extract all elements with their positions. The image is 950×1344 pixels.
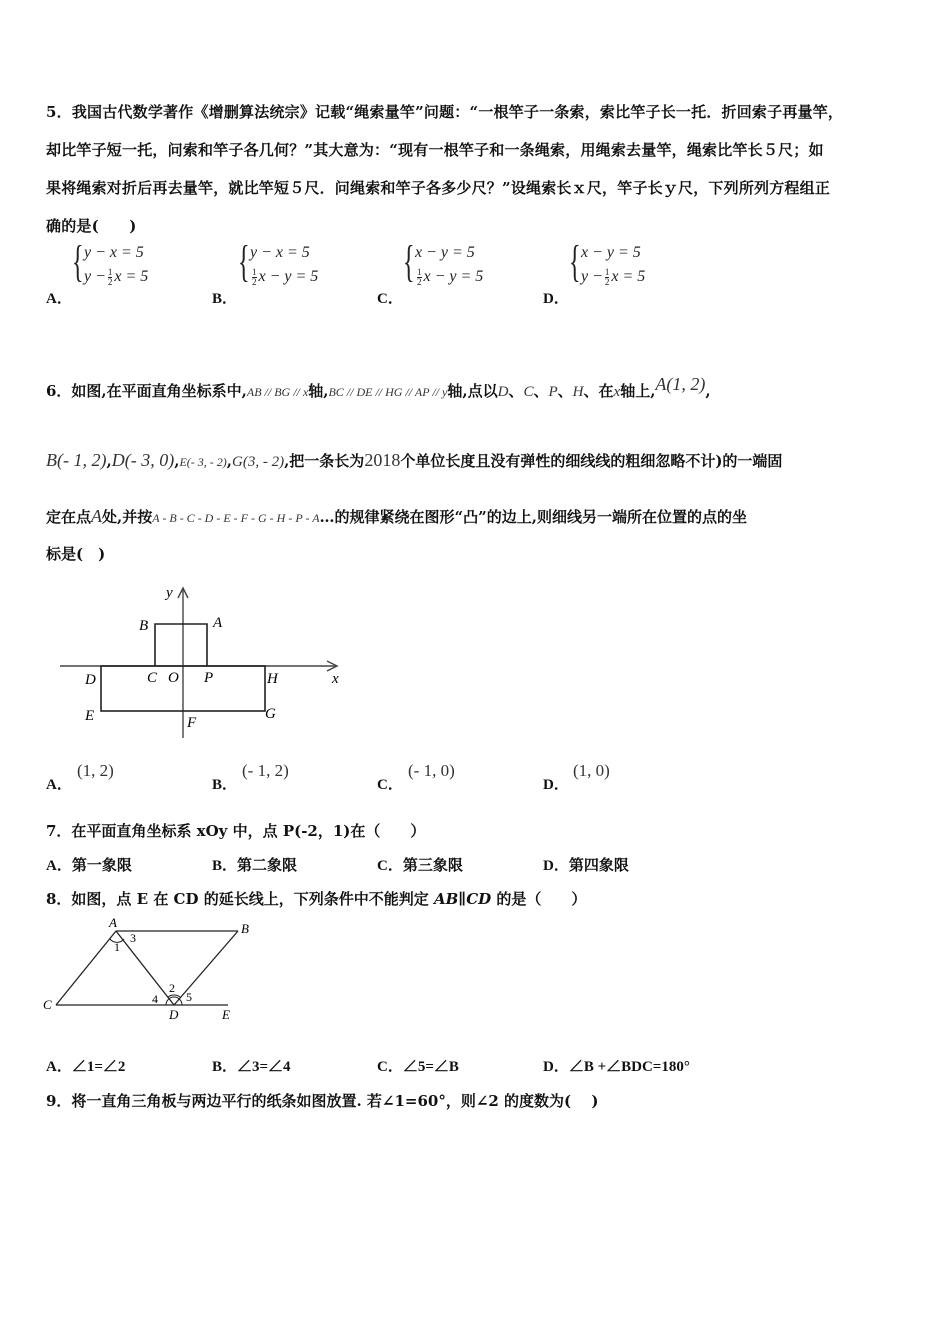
segment-AD bbox=[116, 931, 174, 1005]
label-O: O bbox=[168, 670, 179, 686]
q6-option-d-value: (1, 0) bbox=[573, 761, 610, 780]
q6-line-2: B(- 1, 2),D(- 3, 0),E(- 3, - 2),G(3, - 2),把一条长为2018个单位长度且没有弹性的细线线的粗细忽略不计)的一端固 bbox=[46, 450, 783, 470]
q9-stem: 9．将一直角三角板与两边平行的纸条如图放置. 若∠1=60°，则∠2 的度数为( ) bbox=[46, 1092, 599, 1110]
q6-line-4: 标是( ) bbox=[46, 545, 106, 563]
label-H: H bbox=[267, 671, 278, 687]
label-angle-3: 3 bbox=[130, 931, 136, 945]
q5-option-d-label[interactable]: D． bbox=[543, 291, 569, 307]
q7-option-a[interactable]: A．第一象限 bbox=[46, 858, 132, 874]
q8-figure bbox=[40, 915, 270, 1025]
label-y: y bbox=[166, 585, 173, 601]
q6-option-c-label[interactable]: C． bbox=[377, 777, 403, 793]
exam-page: 5．我国古代数学著作《增删算法统宗》记载“绳索量竿”问题：“一根竿子一条索，索比竿子长一托．折回索子再量竿， 却比竿子短一托，问索和竿子各几何？”其大意为：“现有一根竿子和一条绳索，用绳索去量竿，绳索比竿长５尺；如 果将绳索对折后再去量竿，就比竿短５尺．问绳索和竿子各多少尺？”设绳索长ｘ尺，竿子长ｙ尺，下列所列方程组正 确的是( ) A． { y − x = 5 y − $\frac{1}{2}$ x = 5 B． { y − x = 5 $\frac{1}{2}$ x − y = 5 C． { x − y = 5 $\frac{1}{2}$ x − y = 5 D． { x − y = 5 y − $\frac{1}{2}$ x = 5 6．如图,在平面直角坐标系中,AB // BG // x轴,BC // DE // HG // AP // y轴,点以D、C、P、H、在x轴上,A(1, 2), B(- 1, 2),D(- 3, 0),E(- 3, - 2),G(3, - 2),把一条长为2018个单位长度且没有弹性的细线线的粗细忽略不计)的一端固 定在点A处,并按A - B - C - D - E - F - G - H - P - A…的规律紧绕在图形“凸”的边上,则细线另一端所在位置的点的坐 标是( ) y x B A D C O P H E F G A． (1, 2) B． (- 1, 2) C． (- 1, 0) D． (1, 0) 7．在平面直角坐标系 xOy 中，点 P(-2，1)在（ ） A．第一象限 B．第二象限 C．第三象限 D．第四象限 8．如图，点 E 在 CD 的延长线上，下列条件中不能判定 AB∥CD 的是（ ） A B C D E 1 3 2 4 5 A．∠1=∠2 B．∠3=∠4 C．∠5=∠B D．∠B +∠BDC=180° 9．将一直角三角板与两边平行的纸条如图放置. 若∠1=60°，则∠2 的度数为( ) bbox=[0, 0, 950, 1344]
top-rectangle bbox=[155, 624, 207, 666]
q5-option-b-label[interactable]: B． bbox=[212, 291, 238, 307]
label-angle-4: 4 bbox=[152, 992, 158, 1006]
q5-line-3: 果将绳索对折后再去量竿，就比竿短５尺．问绳索和竿子各多少尺？”设绳索长ｘ尺，竿子长ｙ尺，下列所列方程组正 bbox=[46, 179, 831, 197]
label-x: x bbox=[332, 671, 339, 687]
question-5-stem bbox=[46, 93, 904, 245]
q7-option-d[interactable]: D．第四象限 bbox=[543, 858, 629, 874]
q6-option-b-value: (- 1, 2) bbox=[242, 761, 289, 780]
q8-stem: 8．如图，点 E 在 CD 的延长线上，下列条件中不能判定 AB∥CD 的是（ ） bbox=[46, 890, 587, 908]
label-G: G bbox=[265, 706, 276, 722]
label-D: D bbox=[169, 1007, 179, 1022]
q6-option-b-label[interactable]: B． bbox=[212, 777, 238, 793]
q6-option-d-label[interactable]: D． bbox=[543, 777, 569, 793]
label-E: E bbox=[222, 1007, 230, 1022]
q8-option-b[interactable]: B．∠3=∠4 bbox=[212, 1059, 291, 1075]
label-angle-2: 2 bbox=[169, 981, 175, 995]
label-A: A bbox=[213, 615, 223, 631]
q6-option-a-value: (1, 2) bbox=[77, 761, 114, 780]
label-B: B bbox=[241, 921, 249, 936]
q5-line-2: 却比竿子短一托，问索和竿子各几何？”其大意为：“现有一根竿子和一条绳索，用绳索去量竿，绳索比竿长５尺；如 bbox=[46, 141, 824, 159]
q6-line-1: 6．如图,在平面直角坐标系中,AB // BG // x轴,BC // DE // HG // AP // y轴,点以D、C、P、H、在x轴上,A(1, 2), bbox=[46, 374, 711, 400]
label-F: F bbox=[187, 715, 197, 731]
label-C: C bbox=[43, 997, 52, 1012]
segment-AC bbox=[56, 931, 116, 1005]
q7-stem: 7．在平面直角坐标系 xOy 中，点 P(-2，1)在（ ） bbox=[46, 822, 426, 840]
q7-option-c[interactable]: C．第三象限 bbox=[377, 858, 463, 874]
segment-BD bbox=[174, 931, 238, 1005]
q5-option-a-label[interactable]: A． bbox=[46, 291, 72, 307]
q6-option-c-value: (- 1, 0) bbox=[408, 761, 455, 780]
label-D: D bbox=[85, 672, 96, 688]
q7-option-b[interactable]: B．第二象限 bbox=[212, 858, 298, 874]
label-E: E bbox=[85, 708, 95, 724]
label-C: C bbox=[147, 670, 158, 686]
label-P: P bbox=[204, 670, 214, 686]
q5-line-1: 5．我国古代数学著作《增删算法统宗》记载“绳索量竿”问题：“一根竿子一条索，索比竿子长一托．折回索子再量竿， bbox=[46, 103, 844, 121]
q6-line-3: 定在点A处,并按A - B - C - D - E - F - G - H - P - A…的规律紧绕在图形“凸”的边上,则细线另一端所在位置的点的坐 bbox=[46, 506, 748, 526]
q6-figure bbox=[55, 580, 355, 745]
label-A: A bbox=[109, 915, 117, 930]
label-angle-5: 5 bbox=[186, 990, 192, 1004]
q6-option-a-label[interactable]: A． bbox=[46, 777, 72, 793]
q8-option-d[interactable]: D．∠B +∠BDC=180° bbox=[543, 1059, 690, 1075]
q8-option-c[interactable]: C．∠5=∠B bbox=[377, 1059, 459, 1075]
q5-option-c-label[interactable]: C． bbox=[377, 291, 403, 307]
label-angle-1: 1 bbox=[114, 940, 120, 954]
q5-line-4: 确的是( ) bbox=[46, 217, 137, 235]
label-B: B bbox=[139, 618, 149, 634]
q8-option-a[interactable]: A．∠1=∠2 bbox=[46, 1059, 126, 1075]
